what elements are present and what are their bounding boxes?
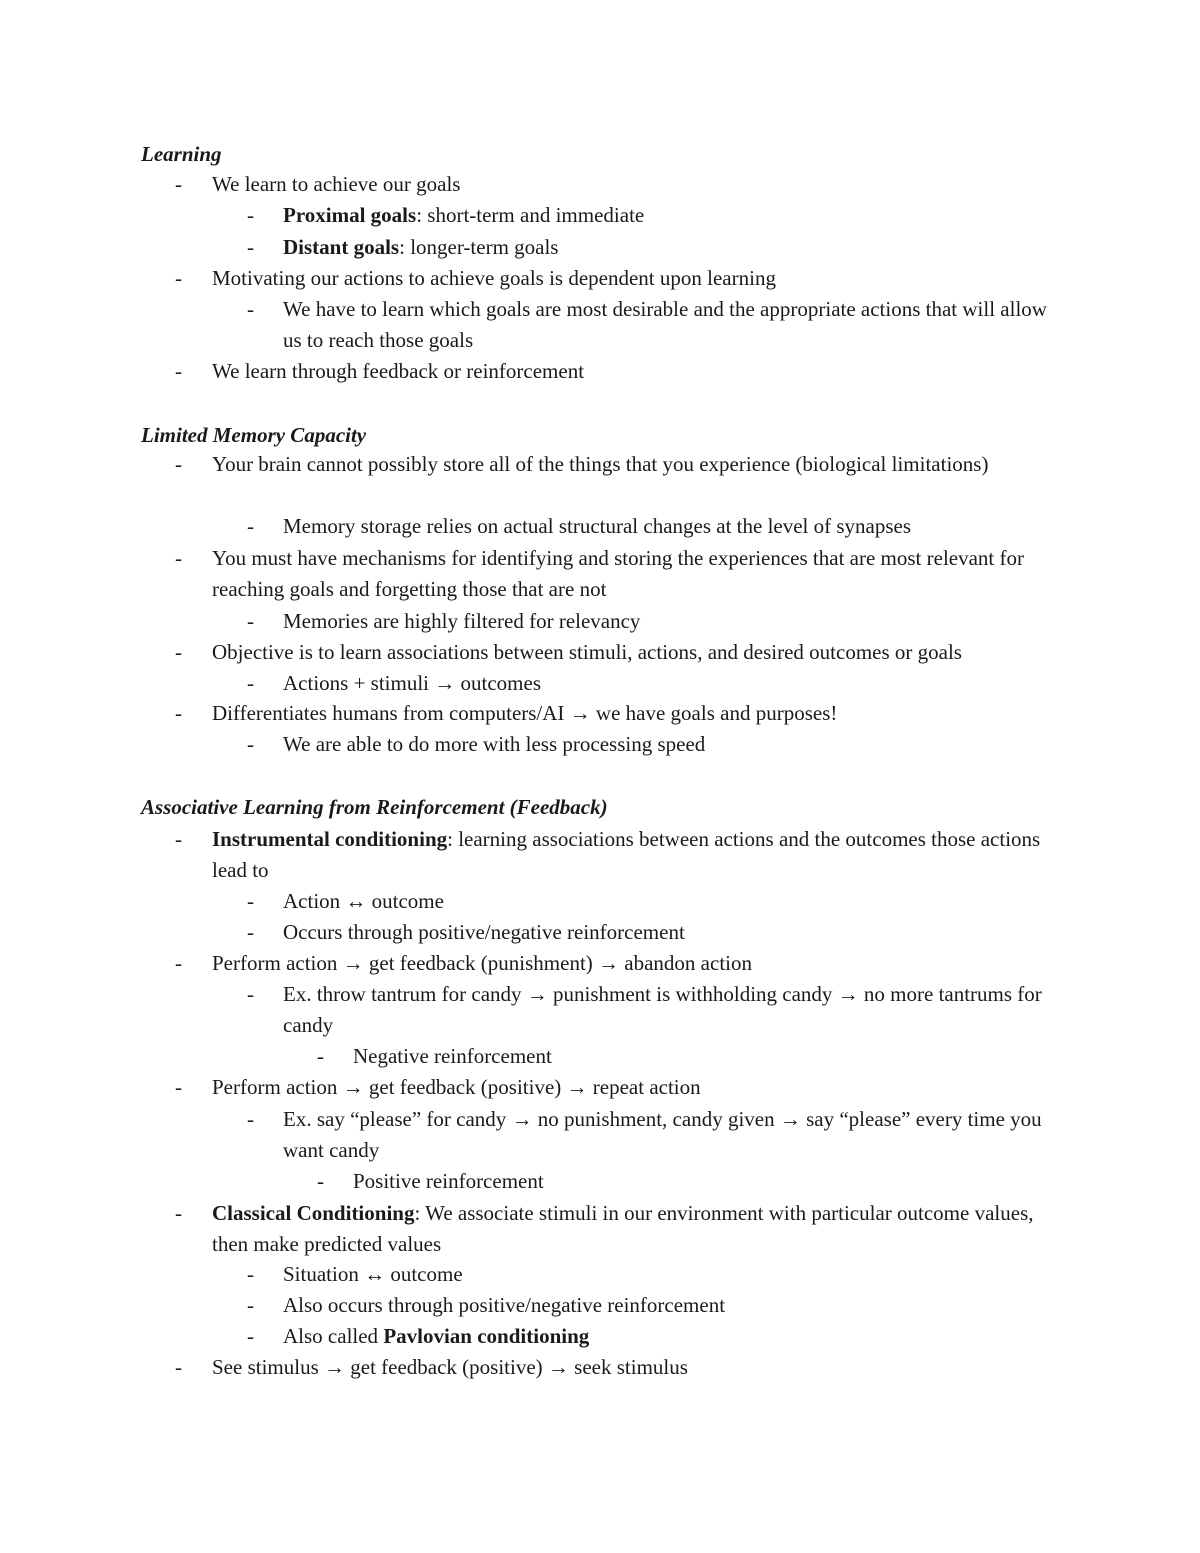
bullet-dash: - (247, 732, 254, 756)
list-item-text: Also occurs through positive/negative reinforcement (283, 1293, 726, 1317)
list-item-text: Objective is to learn associations between stimuli, actions, and desired outcomes or goals (212, 640, 962, 664)
definition-text: : short-term and immediate (416, 203, 645, 227)
bullet-dash: - (247, 1293, 254, 1317)
list-item-text (212, 824, 1062, 886)
bullet-dash: - (247, 1324, 254, 1348)
bullet-dash: - (247, 671, 254, 695)
term-classical-conditioning: Classical Conditioning (212, 1201, 415, 1225)
list-item-text: You must have mechanisms for identifying and storing the experiences that are most relevant for reaching goals and forgetting those that are not (212, 546, 1024, 601)
bullet-dash: - (247, 920, 254, 944)
list-item-text: Memory storage relies on actual structural changes at the level of synapses (283, 514, 912, 538)
list-item-text: Negative reinforcement (353, 1044, 552, 1068)
bullet-dash: - (247, 889, 254, 913)
bullet-dash: - (175, 1075, 182, 1099)
list-item-text (283, 232, 1053, 263)
term-proximal-goals: Proximal goals (283, 203, 417, 227)
list-item-text (283, 1321, 1053, 1352)
heading-learning: Learning (141, 142, 222, 166)
plain-text: Also called (283, 1324, 384, 1348)
bullet-dash: - (175, 546, 182, 570)
bullet-dash: - (175, 640, 182, 664)
bullet-dash: - (247, 609, 254, 633)
bullet-dash: - (175, 827, 182, 851)
heading-associative-learning: Associative Learning from Reinforcement (Feedback) (141, 795, 608, 819)
bullet-dash: - (317, 1044, 324, 1068)
list-item-text: We have to learn which goals are most desirable and the appropriate actions that will allow us to reach those goals (283, 297, 1047, 352)
bullet-dash: - (175, 1201, 182, 1225)
definition-text: : We associate stimuli in our environment with particular outcome values, then make predicted values (212, 1201, 1034, 1256)
bullet-dash: - (247, 235, 254, 259)
list-item-text: We are able to do more with less processing speed (283, 732, 706, 756)
bullet-dash: - (247, 514, 254, 538)
list-item-text: Differentiates humans from computers/AI → we have goals and purposes! (212, 701, 838, 725)
definition-text: : longer-term goals (399, 235, 559, 259)
list-item-text: Perform action → get feedback (punishment) → abandon action (212, 951, 752, 975)
term-instrumental-conditioning: Instrumental conditioning (212, 827, 448, 851)
list-item-text: Positive reinforcement (353, 1169, 544, 1193)
list-item-text: Memories are highly filtered for relevancy (283, 609, 641, 633)
list-item-text: Occurs through positive/negative reinforcement (283, 920, 685, 944)
bullet-dash: - (317, 1169, 324, 1193)
bullet-dash: - (247, 1107, 254, 1131)
term-distant-goals: Distant goals (283, 235, 400, 259)
list-item-text: Actions + stimuli → outcomes (283, 671, 541, 695)
bullet-dash: - (175, 1355, 182, 1379)
bullet-dash: - (175, 172, 182, 196)
heading-limited-memory-capacity: Limited Memory Capacity (141, 423, 367, 447)
list-item-text: Perform action → get feedback (positive) → repeat action (212, 1075, 701, 1099)
list-item-text: We learn through feedback or reinforcement (212, 359, 585, 383)
bullet-dash: - (247, 1262, 254, 1286)
definition-text: : learning associations between actions and the outcomes those actions lead to (212, 827, 1041, 882)
list-item-text: Situation ↔ outcome (283, 1262, 463, 1286)
list-item-text: We learn to achieve our goals (212, 172, 461, 196)
bullet-dash: - (247, 297, 254, 321)
list-item-text (283, 200, 1053, 231)
bullet-dash: - (175, 701, 182, 725)
bullet-dash: - (175, 951, 182, 975)
term-pavlovian-conditioning: Pavlovian conditioning (383, 1324, 590, 1348)
list-item-text: Ex. say “please” for candy → no punishment, candy given → say “please” every time you want candy (283, 1107, 1042, 1162)
list-item-text: Action ↔ outcome (283, 889, 444, 913)
bullet-dash: - (175, 452, 182, 476)
list-item-text (212, 1198, 1062, 1260)
list-item-text: Your brain cannot possibly store all of the things that you experience (biological limitations) (212, 452, 989, 476)
list-item-text: See stimulus → get feedback (positive) → seek stimulus (212, 1355, 688, 1379)
bullet-dash: - (175, 266, 182, 290)
bullet-dash: - (247, 982, 254, 1006)
list-item-text: Motivating our actions to achieve goals is dependent upon learning (212, 266, 776, 290)
list-item-text: Ex. throw tantrum for candy → punishment is withholding candy → no more tantrums for candy (283, 982, 1042, 1037)
bullet-dash: - (247, 203, 254, 227)
bullet-dash: - (175, 359, 182, 383)
